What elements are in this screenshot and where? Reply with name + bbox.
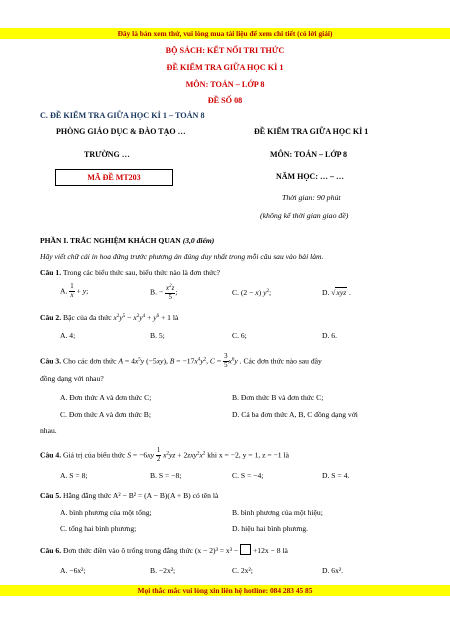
preview-banner: Đây là bản xem thử, vui lòng mua tài liệu để xem chi tiết (có lời giải) [0, 28, 450, 39]
question-3-continued: đồng dạng với nhau? [40, 374, 104, 383]
q6-option-d: D. 6x². [322, 566, 344, 575]
school-name: TRƯỜNG … [84, 150, 130, 159]
q1-option-b: B. − $\frac{x^2z}{5}$ ; [150, 284, 178, 301]
q5-option-b: B. bình phương của một hiệu; [232, 508, 323, 517]
q3-option-a: A. Đơn thức A và đơn thức C; [60, 393, 152, 402]
question-text: Cho các đơn thức [63, 356, 117, 366]
part1-heading [40, 236, 214, 245]
q3-option-c: C. Đơn thức A và đơn thức B; [60, 410, 151, 419]
exam-number: ĐỀ SỐ 08 [207, 96, 243, 105]
right-exam-title: ĐỀ KIỂM TRA GIỮA HỌC KÌ 1 [254, 127, 369, 136]
question-3: Câu 3. Cho các đơn thức $A = 4x^5y$ (−5xy), $B = -17x^4y^2$, C = $\frac{3}{5}$ $x^6y$ . Các đơn thức nào sau đây [40, 353, 322, 369]
question-text: Giá trị của biểu thức [63, 450, 126, 460]
blank-box [240, 544, 251, 555]
exam-title: ĐỀ KIỂM TRA GIỮA HỌC KÌ 1 [166, 63, 284, 72]
q4-option-a: A. S = 8; [60, 471, 88, 480]
question-5 [40, 491, 218, 500]
question-label: Câu 4. [40, 450, 62, 460]
exam-code-box: MÃ ĐỀ MT203 [55, 169, 173, 186]
question-6 [40, 544, 288, 555]
question-label: Câu 3. [40, 356, 62, 366]
question-4: Câu 4. Giá trị của biểu thức S = −6xy $\frac{1}{2}$ $x^2yz + 2zxy^2x^2$ khi x = −2, y = 1, z = −1 là [40, 447, 289, 463]
question-text: Đơn thức điền vào ô trống trong đẳng thức (x − 2)³ = x³ − [63, 546, 239, 555]
q3-option-d-continued: nhau. [40, 426, 57, 435]
q2-option-d: D. 6. [322, 331, 337, 340]
subject-title: MÔN: TOÁN – LỚP 8 [185, 80, 265, 89]
question-2: Câu 2. Bậc của đa thức $x^2y^5 - x^2y^4 + y^6 + 1$ là [40, 313, 179, 322]
q6-option-a: A. −6x²; [60, 566, 86, 575]
question-label: Câu 2. [40, 313, 62, 322]
q4-option-b: B. S = −8; [150, 471, 182, 480]
question-1 [40, 268, 220, 277]
q4-option-c: C. S = −4; [232, 471, 264, 480]
q2-option-a: A. 4; [60, 331, 76, 340]
q4-option-d: D. S = 4. [322, 471, 350, 480]
q1-option-c: C. (2 − x) $y^2$; [232, 288, 272, 297]
duration-note: (không kể thời gian giao đề) [260, 211, 349, 220]
exam-duration: Thời gian: 90 phút [282, 193, 341, 202]
question-text: Trong các biểu thức sau, biểu thức nào là đơn thức? [62, 268, 221, 277]
q6-option-b: B. −2x²; [150, 566, 176, 575]
q2-option-b: B. 5; [150, 331, 165, 340]
question-label: Câu 5. [40, 491, 62, 500]
q5-option-c: C. tổng hai bình phương; [60, 524, 137, 533]
question-tail: . Các đơn thức nào sau đây [239, 356, 322, 366]
school-year: NĂM HỌC: … – … [276, 172, 344, 181]
question-tail: khi x = −2, y = 1, z = −1 là [207, 450, 289, 460]
hotline-banner: Mọi thắc mắc vui lòng xin liên hệ hotline: 084 283 45 85 [0, 585, 450, 596]
question-text: Bậc của đa thức [63, 313, 112, 322]
q6-option-c: C. 2x²; [232, 566, 253, 575]
department-name: PHÒNG GIÁO DỤC & ĐÀO TẠO … [56, 127, 186, 136]
q3-option-b: B. Đơn thức B và đơn thức C; [232, 393, 324, 402]
section-heading: C. ĐỀ KIỂM TRA GIỮA HỌC KÌ 1 – TOÁN 8 [40, 111, 205, 120]
right-subject: MÔN: TOÁN – LỚP 8 [270, 150, 348, 159]
part1-score: (3,0 điểm) [182, 236, 215, 245]
q5-option-a: A. bình phương của một tổng; [60, 508, 152, 517]
q1-option-d: D. √xyz . [322, 288, 351, 297]
question-label: Câu 1. [40, 268, 62, 277]
q1-option-a: A. $\frac{1}{x}$ + y; [60, 283, 89, 299]
q3-option-d: D. Cả ba đơn thức A, B, C đồng dạng với [232, 410, 358, 419]
q5-option-d: D. hiệu hai bình phương. [232, 524, 309, 533]
part1-instruction: Hãy viết chữ cái in hoa đứng trước phương án đúng duy nhất trong mỗi câu sau vào bài làm. [40, 252, 324, 261]
question-tail: +12x − 8 là [253, 546, 288, 555]
part1-title: PHẦN I. TRẮC NGHIỆM KHÁCH QUAN [40, 236, 181, 245]
q2-option-c: C. 6; [232, 331, 247, 340]
question-tail: là [172, 313, 179, 322]
book-series: BỘ SÁCH: KẾT NỐI TRI THỨC [165, 46, 285, 55]
question-text: Hằng đẳng thức A² − B² = (A − B)(A + B) có tên là [63, 491, 219, 500]
question-label: Câu 6. [40, 546, 62, 555]
